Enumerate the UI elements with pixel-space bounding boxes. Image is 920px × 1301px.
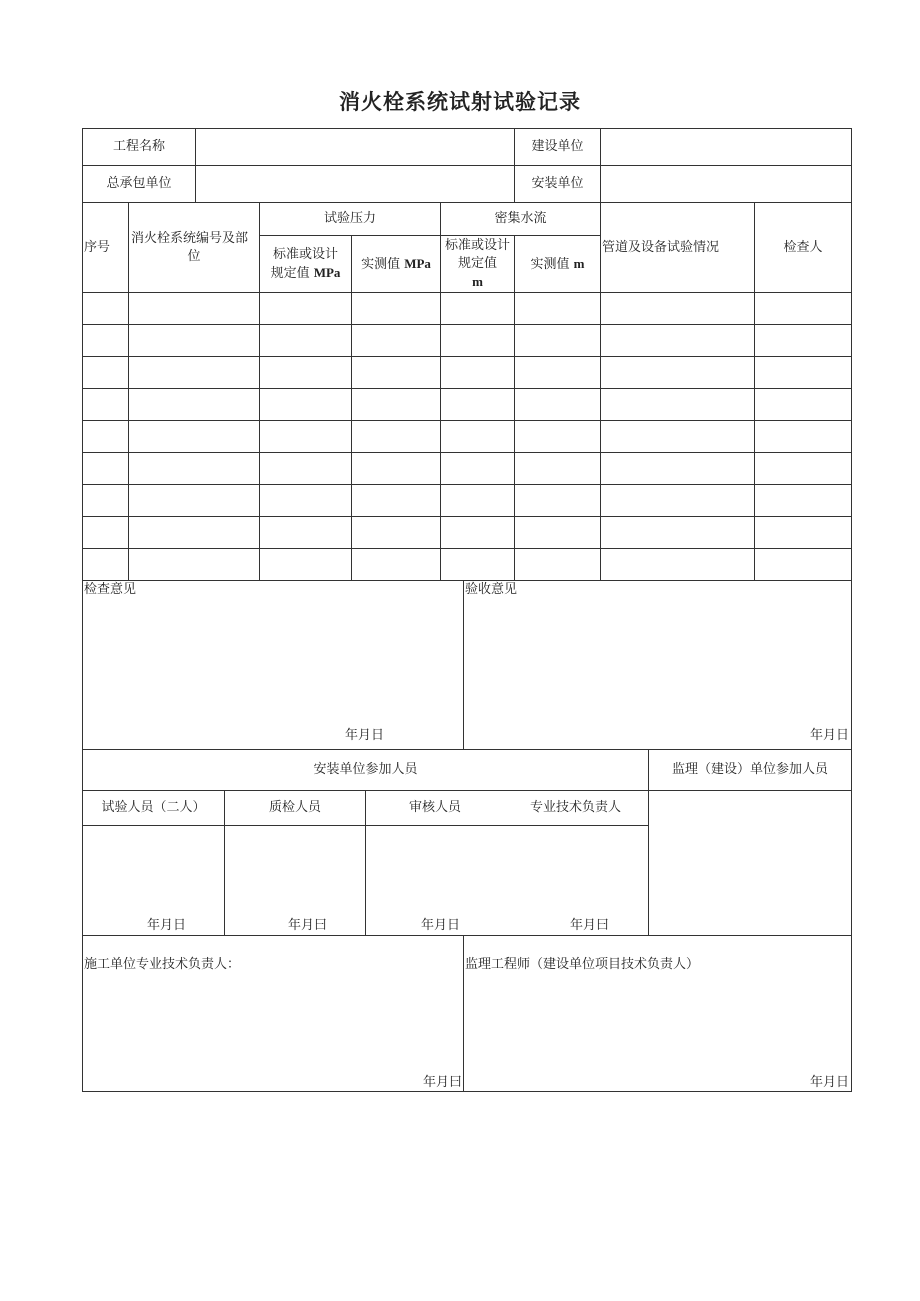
cell-seq[interactable]	[83, 421, 128, 452]
pressure-actual-unit: MPa	[404, 256, 431, 271]
col-system-header-line2: 位	[187, 249, 201, 264]
cell-system[interactable]	[129, 485, 259, 516]
hline-header-1	[82, 165, 852, 166]
qc-date: 年月曰	[288, 918, 328, 933]
cell-flow-std[interactable]	[441, 485, 514, 516]
cell-pressure-std[interactable]	[260, 389, 351, 420]
cell-pressure-std[interactable]	[260, 453, 351, 484]
hline-group-sub	[259, 235, 600, 236]
inspection-opinion-label: 检查意见	[84, 582, 137, 597]
cell-pressure-std[interactable]	[260, 325, 351, 356]
project-name-label: 工程名称	[112, 139, 165, 154]
cell-system[interactable]	[129, 453, 259, 484]
vline-header-c	[600, 128, 601, 202]
installer-participants-header: 安装单位参加人员	[313, 762, 418, 777]
tech-lead-header: 专业技术负责人	[530, 800, 622, 815]
cell-pressure-actual[interactable]	[352, 421, 440, 452]
tech-lead-date: 年月曰	[570, 918, 610, 933]
pressure-actual-header	[352, 256, 440, 273]
contractor-tech-lead-label: 施工单位专业技术负责人：	[84, 957, 241, 972]
cell-pipe[interactable]	[601, 549, 754, 580]
builder-label: 建设单位	[531, 139, 584, 154]
col-pipe-header: 管道及设备试验情况	[602, 240, 720, 255]
general-contractor-label: 总承包单位	[106, 176, 172, 191]
vline-signoff	[463, 935, 464, 1091]
contractor-date: 年月曰	[422, 1075, 462, 1090]
cell-flow-std[interactable]	[441, 517, 514, 548]
cell-seq[interactable]	[83, 293, 128, 324]
reviewer-header: 审核人员	[409, 800, 462, 815]
group-pressure-header: 试验压力	[323, 211, 376, 226]
flow-std-unit: m	[472, 274, 483, 289]
cell-flow-actual[interactable]	[515, 485, 600, 516]
cell-flow-actual[interactable]	[515, 389, 600, 420]
group-flow-header: 密集水流	[494, 211, 547, 226]
cell-inspector[interactable]	[755, 389, 851, 420]
cell-pressure-actual[interactable]	[352, 485, 440, 516]
cell-pressure-actual[interactable]	[352, 325, 440, 356]
cell-flow-actual[interactable]	[515, 453, 600, 484]
cell-pipe[interactable]	[601, 389, 754, 420]
pressure-actual-text: 实测值	[361, 257, 401, 272]
flow-actual-text: 实测值	[530, 257, 570, 272]
vline-opinions	[463, 580, 464, 749]
cell-flow-actual[interactable]	[515, 325, 600, 356]
pressure-std-line1: 标准或设计	[272, 247, 338, 262]
cell-system[interactable]	[129, 293, 259, 324]
builder-field[interactable]	[602, 139, 849, 155]
cell-flow-std[interactable]	[441, 549, 514, 580]
border-top	[82, 128, 852, 129]
cell-inspector[interactable]	[755, 357, 851, 388]
acceptance-date: 年月日	[809, 728, 849, 743]
cell-system[interactable]	[129, 549, 259, 580]
border-bottom	[82, 1091, 852, 1092]
inspection-opinion-field[interactable]	[84, 600, 460, 720]
cell-system[interactable]	[129, 357, 259, 388]
cell-pipe[interactable]	[601, 517, 754, 548]
reviewer-signature-field[interactable]	[367, 828, 646, 912]
supervisor-engineer-label: 监理工程师（建设单位项目技术负责人）	[465, 957, 700, 972]
cell-inspector[interactable]	[755, 549, 851, 580]
tester-date: 年月日	[147, 918, 187, 933]
cell-seq[interactable]	[83, 389, 128, 420]
acceptance-opinion-field[interactable]	[465, 600, 847, 720]
cell-pressure-actual[interactable]	[352, 549, 440, 580]
general-contractor-field[interactable]	[197, 176, 512, 192]
cell-pipe[interactable]	[601, 421, 754, 452]
cell-pressure-actual[interactable]	[352, 293, 440, 324]
vline-role-2	[365, 790, 366, 935]
cell-flow-std[interactable]	[441, 293, 514, 324]
cell-pressure-std[interactable]	[260, 421, 351, 452]
installer-label: 安装单位	[531, 176, 584, 191]
tester-header: 试验人员（二人）	[101, 800, 206, 815]
pressure-std-line2	[260, 265, 351, 282]
cell-pressure-actual[interactable]	[352, 517, 440, 548]
pressure-std-text: 规定值	[270, 266, 310, 281]
contractor-signature-field[interactable]	[84, 978, 460, 1068]
cell-pressure-std[interactable]	[260, 549, 351, 580]
cell-inspector[interactable]	[755, 293, 851, 324]
hline-participants-head	[82, 790, 852, 791]
cell-pressure-actual[interactable]	[352, 453, 440, 484]
flow-actual-unit: m	[573, 256, 585, 271]
border-right	[851, 128, 852, 1092]
cell-flow-actual[interactable]	[515, 549, 600, 580]
cell-seq[interactable]	[83, 453, 128, 484]
cell-pressure-std[interactable]	[260, 293, 351, 324]
supervisor-signature-field[interactable]	[465, 978, 847, 1068]
col-seq-header: 序号	[84, 240, 111, 255]
hline-opinions-end	[82, 749, 852, 750]
col-system-header-line1: 消火栓系统编号及部	[131, 231, 249, 246]
qc-signature-field[interactable]	[226, 828, 363, 912]
tester-signature-field[interactable]	[84, 828, 222, 912]
cell-inspector[interactable]	[755, 325, 851, 356]
cell-flow-std[interactable]	[441, 421, 514, 452]
hline-header-2	[82, 202, 852, 203]
cell-flow-actual[interactable]	[515, 517, 600, 548]
vline-header-a	[195, 128, 196, 202]
cell-seq[interactable]	[83, 517, 128, 548]
border-left	[82, 128, 83, 1092]
hline-participants-end	[82, 935, 852, 936]
hline-rows-end	[82, 580, 852, 581]
cell-system[interactable]	[129, 389, 259, 420]
installer-field[interactable]	[602, 176, 849, 192]
cell-pipe[interactable]	[601, 357, 754, 388]
cell-pressure-actual[interactable]	[352, 357, 440, 388]
cell-pressure-std[interactable]	[260, 517, 351, 548]
cell-flow-actual[interactable]	[515, 293, 600, 324]
cell-seq[interactable]	[83, 357, 128, 388]
col-inspector-header: 检查人	[783, 240, 823, 255]
cell-seq[interactable]	[83, 549, 128, 580]
cell-flow-actual[interactable]	[515, 421, 600, 452]
cell-pressure-std[interactable]	[260, 357, 351, 388]
flow-std-line1: 标准或设计	[444, 238, 510, 253]
cell-flow-std[interactable]	[441, 325, 514, 356]
project-name-field[interactable]	[197, 139, 512, 155]
cell-inspector[interactable]	[755, 485, 851, 516]
flow-std-line2: 规定值	[457, 256, 497, 271]
cell-pressure-std[interactable]	[260, 485, 351, 516]
cell-pipe[interactable]	[601, 485, 754, 516]
cell-pipe[interactable]	[601, 325, 754, 356]
cell-pipe[interactable]	[601, 293, 754, 324]
supervisor-participants-header: 监理（建设）单位参加人员	[671, 762, 828, 777]
cell-inspector[interactable]	[755, 517, 851, 548]
pressure-std-unit: MPa	[313, 265, 341, 280]
cell-flow-std[interactable]	[441, 453, 514, 484]
cell-system[interactable]	[129, 517, 259, 548]
supervisor-date: 年月日	[809, 1075, 849, 1090]
cell-inspector[interactable]	[755, 421, 851, 452]
cell-inspector[interactable]	[755, 453, 851, 484]
page-title: 消火栓系统试射试验记录	[339, 89, 581, 114]
cell-pipe[interactable]	[601, 453, 754, 484]
cell-flow-actual[interactable]	[515, 357, 600, 388]
qc-header: 质检人员	[268, 800, 321, 815]
inspection-date: 年月日	[344, 728, 384, 743]
cell-flow-std[interactable]	[441, 389, 514, 420]
reviewer-date: 年月日	[421, 918, 461, 933]
cell-flow-std[interactable]	[441, 357, 514, 388]
acceptance-opinion-label: 验收意见	[465, 582, 518, 597]
cell-seq[interactable]	[83, 325, 128, 356]
cell-system[interactable]	[129, 421, 259, 452]
cell-system[interactable]	[129, 325, 259, 356]
supervisor-participants-field[interactable]	[650, 793, 849, 931]
cell-seq[interactable]	[83, 485, 128, 516]
cell-pressure-actual[interactable]	[352, 389, 440, 420]
flow-actual-header	[515, 256, 600, 273]
